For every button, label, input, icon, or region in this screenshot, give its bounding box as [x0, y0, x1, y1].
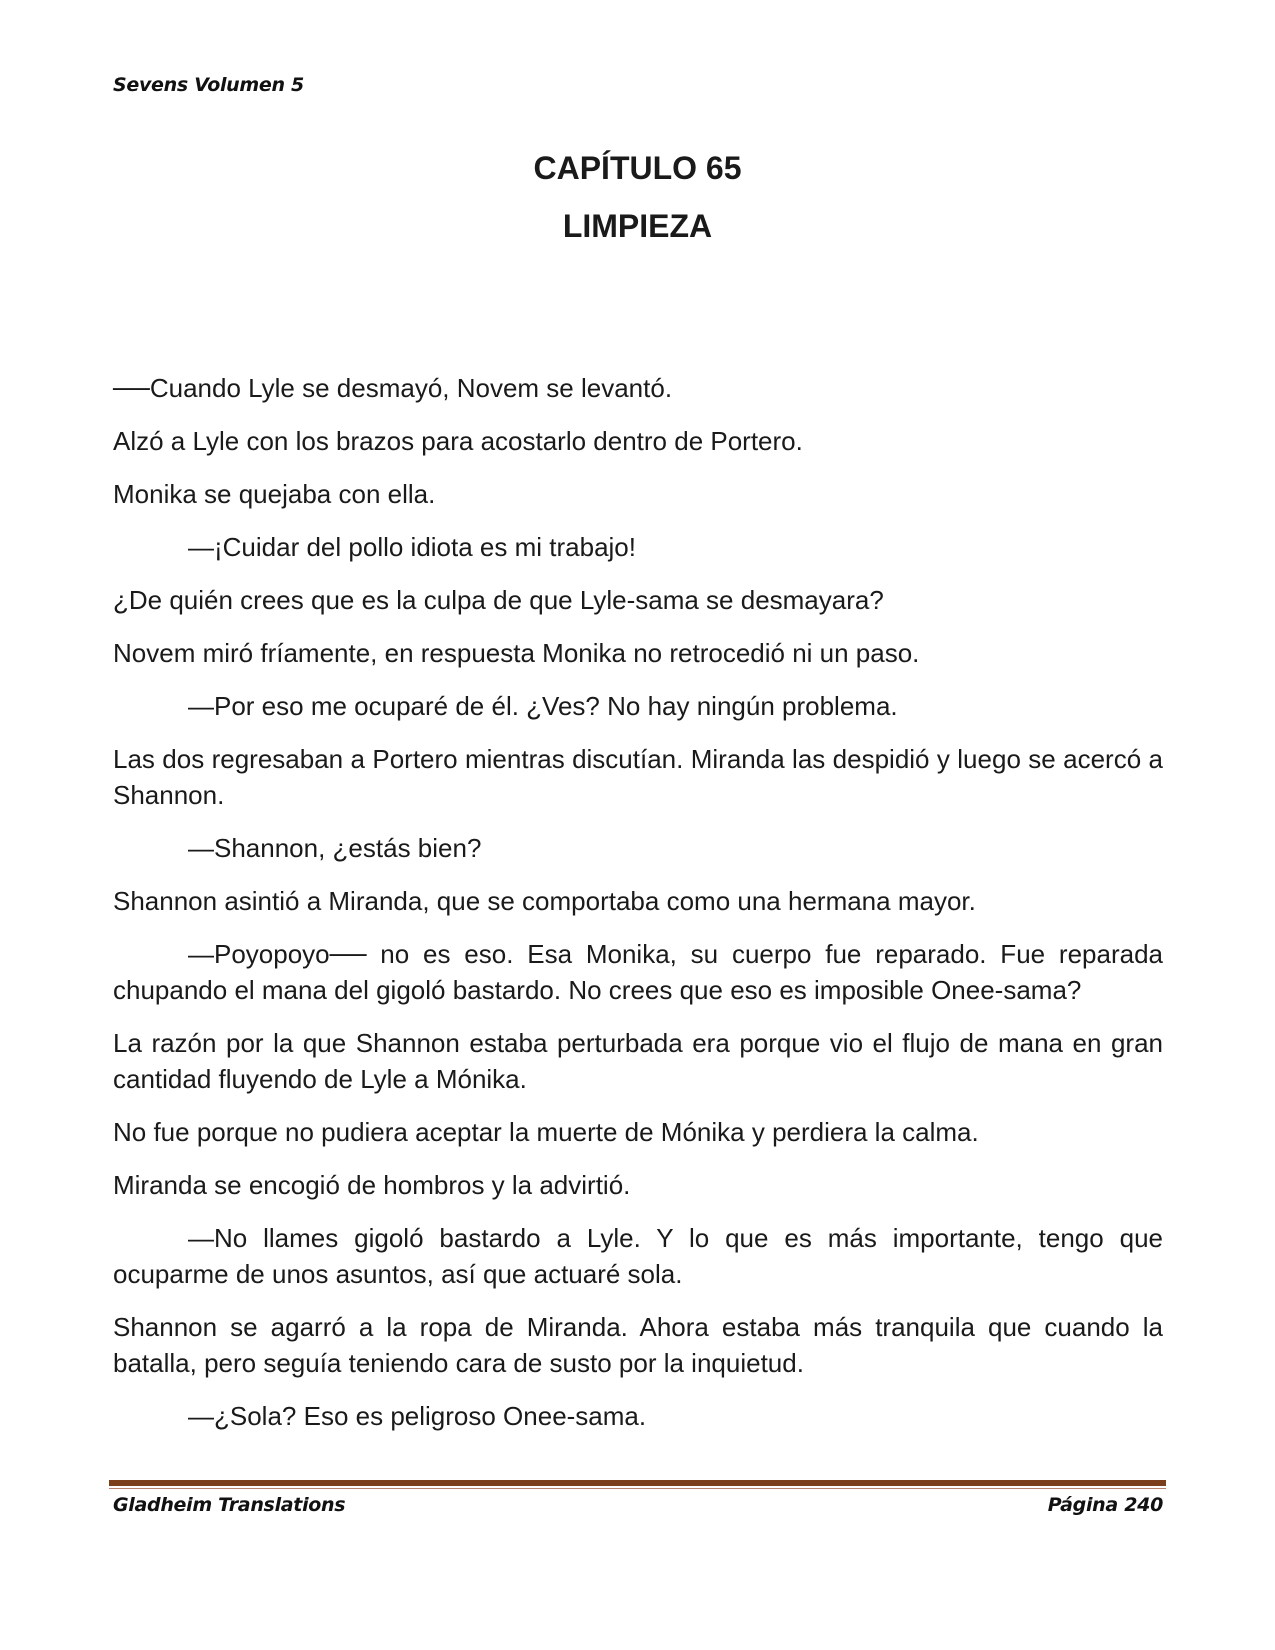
dialogue-paragraph: —¿Sola? Eso es peligroso Onee-sama. — [188, 1401, 647, 1431]
footer-divider-thick — [109, 1480, 1166, 1486]
paragraph: Alzó a Lyle con los brazos para acostarlo dentro de Portero. — [113, 426, 803, 456]
paragraph: Novem miró fríamente, en respuesta Monika no retrocedió ni un paso. — [113, 638, 920, 668]
chapter-title: LIMPIEZA — [562, 208, 713, 244]
paragraph: ¿De quién crees que es la culpa de que Lyle-sama se desmayara? — [113, 585, 884, 615]
dialogue-paragraph: —¡Cuidar del pollo idiota es mi trabajo! — [188, 532, 636, 562]
running-header-title: Sevens Volumen 5 — [113, 74, 304, 96]
dialogue-paragraph: —Por eso me ocuparé de él. ¿Ves? No hay ningún problema. — [188, 691, 898, 721]
paragraph: Shannon asintió a Miranda, que se comportaba como una hermana mayor. — [113, 886, 976, 916]
paragraph: Miranda se encogió de hombros y la advirtió. — [113, 1170, 631, 1200]
paragraph: No fue porque no pudiera aceptar la muerte de Mónika y perdiera la calma. — [113, 1117, 979, 1147]
footer-page-number: Página 240 — [1047, 1494, 1163, 1516]
dialogue-paragraph: —Poyopoyo── no es eso. Esa Monika, su cuerpo fue reparado. Fue reparada chupando el mana del gigoló bastardo. No crees que eso es imposible Onee-sama? — [113, 939, 1163, 1005]
footer-publisher: Gladheim Translations — [113, 1494, 346, 1516]
footer-divider — [109, 1480, 1166, 1489]
paragraph: Monika se quejaba con ella. — [113, 479, 436, 509]
paragraph: Shannon se agarró a la ropa de Miranda. Ahora estaba más tranquila que cuando la batalla, pero seguía teniendo cara de susto por la inquietud. — [113, 1312, 1163, 1378]
chapter-body — [113, 370, 1163, 1451]
chapter-number: CAPÍTULO 65 — [533, 150, 742, 186]
paragraph: Las dos regresaban a Portero mientras discutían. Miranda las despidió y luego se acercó a Shannon. — [113, 744, 1163, 810]
paragraph: ──Cuando Lyle se desmayó, Novem se levantó. — [113, 373, 673, 403]
paragraph: La razón por la que Shannon estaba perturbada era porque vio el flujo de mana en gran cantidad fluyendo de Lyle a Mónika. — [113, 1028, 1163, 1094]
dialogue-paragraph: —Shannon, ¿estás bien? — [188, 833, 482, 863]
footer-divider-thin — [109, 1488, 1166, 1489]
dialogue-paragraph: —No llames gigoló bastardo a Lyle. Y lo que es más importante, tengo que ocuparme de unos asuntos, así que actuaré sola. — [113, 1223, 1163, 1289]
